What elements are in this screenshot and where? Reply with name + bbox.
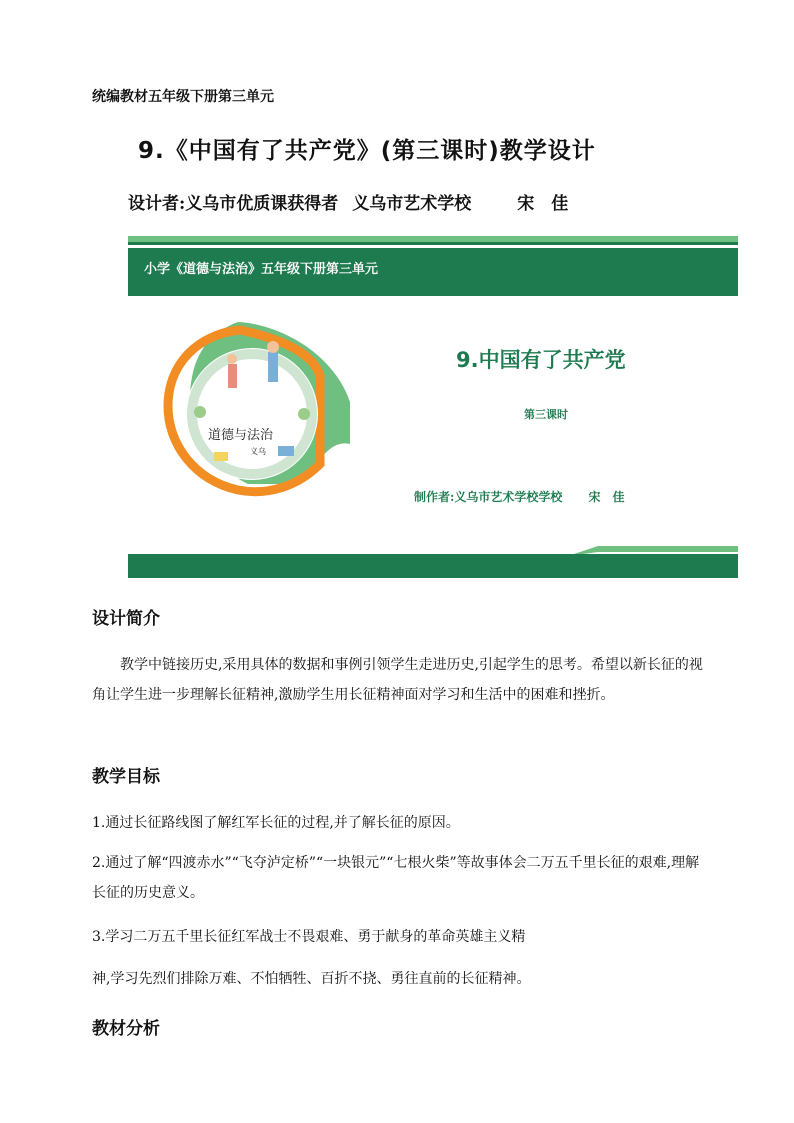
- logo-text: 道德与法治: [208, 428, 274, 443]
- goal-item-3-line1: 3.学习二万五千里长征红军战士不畏艰难、勇于献身的革命英雄主义精: [92, 929, 526, 945]
- tree-shape: [194, 406, 206, 418]
- slide-header-text: 小学《道德与法治》五年级下册第三单元: [144, 262, 379, 277]
- slide-title: 9.中国有了共产党: [456, 348, 626, 372]
- analysis-heading: 教材分析: [92, 1019, 160, 1039]
- intro-heading: 设计简介: [92, 609, 160, 629]
- header-note: 统编教材五年级下册第三单元: [92, 89, 274, 105]
- designer-school: 义乌市艺术学校: [352, 194, 472, 214]
- goals-heading: 教学目标: [92, 767, 160, 787]
- house-shape-2: [214, 452, 228, 461]
- house-shape: [278, 446, 294, 456]
- intro-paragraph: 教学中链接历史,采用具体的数据和事例引领学生走进历史,引起学生的思考。希望以新长征的视角让学生进一步理解长征精神,激励学生用长征精神面对学习和生活中的困难和挫折。: [92, 657, 703, 703]
- designer-name: 宋 佳: [517, 194, 569, 214]
- goal-item-3-line2: 神,学习先烈们排除万难、不怕牺牲、百折不挠、勇往直前的长征精神。: [92, 971, 531, 987]
- logo-subtext: 义乌: [250, 447, 266, 456]
- slide-maker-line: [414, 488, 624, 505]
- top-stripe-dark: [128, 242, 738, 245]
- goal-item-1: 1.通过长征路线图了解红军长征的过程,并了解长征的原因。: [92, 815, 460, 831]
- figure-shape: [268, 352, 278, 382]
- goal-item-2: 2.通过了解“四渡赤水”“飞夺泸定桥”“一块银元”“七根火柴”等故事体会二万五千里长征的艰难,理解长征的历史意义。: [92, 855, 700, 901]
- slide-graphics: [128, 234, 738, 584]
- slide-maker-name: 宋 佳: [588, 490, 625, 504]
- figure-head: [267, 341, 279, 353]
- top-stripe-light: [128, 236, 738, 242]
- slide-subtitle: 第三课时: [524, 408, 568, 421]
- slide-maker-label: 制作者:义乌市艺术学校学校: [414, 490, 563, 504]
- tree-shape-2: [298, 408, 310, 420]
- designer-line: [128, 189, 568, 214]
- cover-slide-image: [128, 234, 738, 584]
- footer-band: [128, 554, 738, 578]
- document-title: 9.《中国有了共产党》(第三课时)教学设计: [138, 138, 596, 164]
- figure-shape-2: [228, 364, 237, 388]
- figure-head-2: [227, 354, 237, 364]
- designer-label: 设计者:义乌市优质课获得者: [128, 194, 339, 214]
